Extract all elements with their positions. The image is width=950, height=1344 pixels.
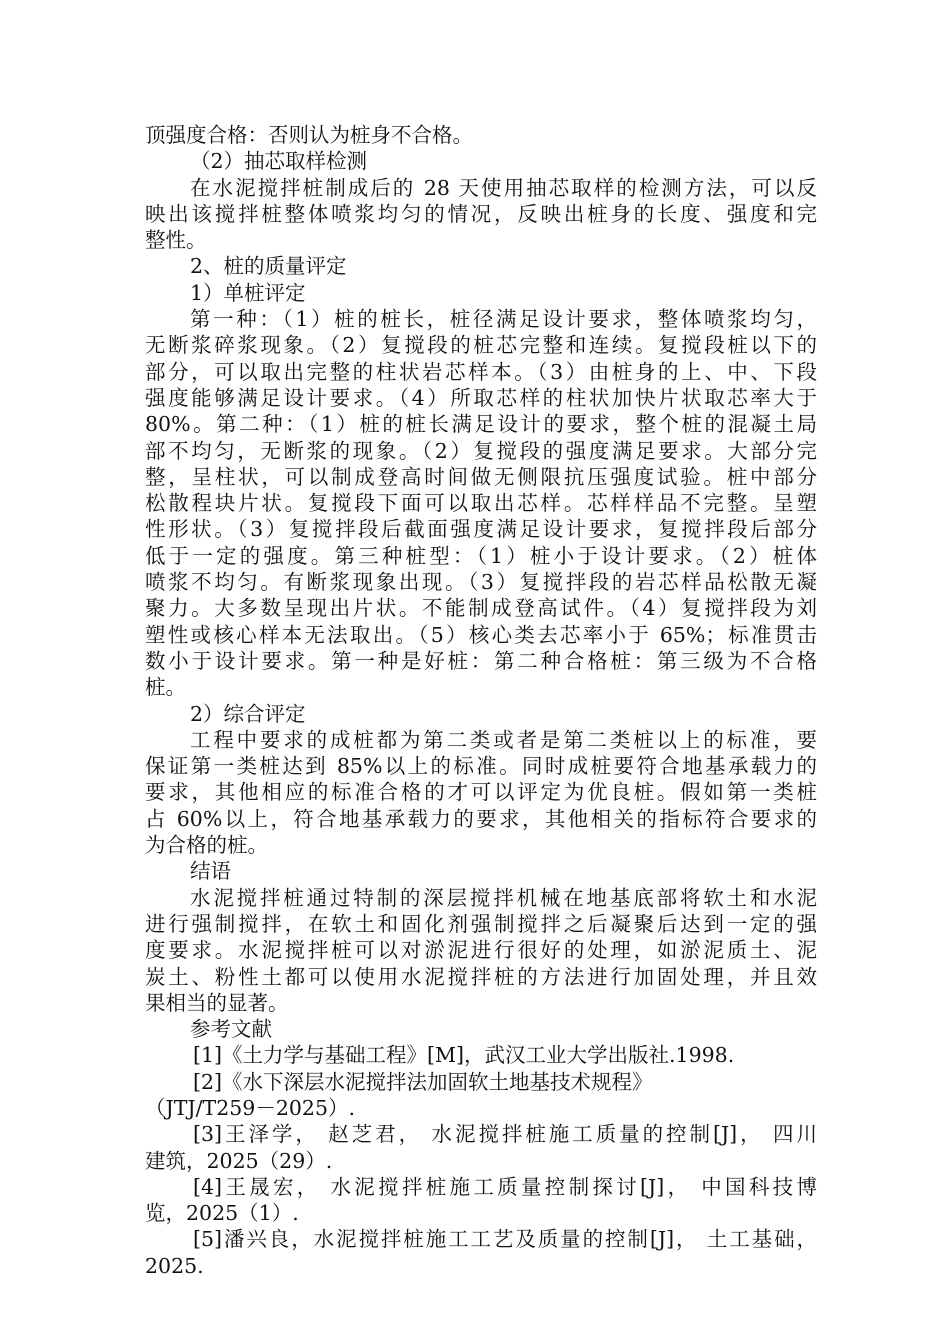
text-line: 2025. — [145, 1253, 204, 1278]
text-line: 80%。第二种：（1）桩的桩长满足设计的要求，整个桩的混凝土局 — [145, 412, 817, 437]
text-line: 果相当的显著。 — [145, 990, 289, 1015]
text-line: 览，2025（1）. — [145, 1201, 299, 1226]
text-line: 1）单桩评定 — [190, 280, 306, 305]
text-line: 2）综合评定 — [190, 701, 306, 726]
text-line: 建筑，2025（29）. — [145, 1148, 333, 1173]
text-line: 整性。 — [145, 228, 207, 253]
text-line: 为合格的桩。 — [145, 833, 268, 858]
text-line: 聚力。大多数呈现出片状。不能制成登高试件。（4）复搅拌段为刘 — [145, 596, 817, 621]
text-line: 结语 — [190, 859, 231, 884]
text-line: 第一种：（1）桩的桩长，桩径满足设计要求，整体喷浆均匀， — [190, 307, 817, 332]
text-line: 水泥搅拌桩通过特制的深层搅拌机械在地基底部将软土和水泥 — [190, 885, 817, 910]
text-line: 数小于设计要求。第一种是好桩：第二种合格桩：第三级为不合格 — [145, 648, 817, 673]
document-body — [145, 122, 817, 1279]
text-line: [3]王泽学， 赵芝君， 水泥搅拌桩施工质量的控制[J]， 四川 — [193, 1122, 817, 1147]
text-line: 无断浆碎浆现象。（2）复搅段的桩芯完整和连续。复搅段桩以下的 — [145, 333, 817, 358]
text-line: 工程中要求的成桩都为第二类或者是第二类桩以上的标准，要 — [190, 727, 817, 752]
text-line: 2、桩的质量评定 — [190, 254, 347, 279]
text-line: 强度能够满足设计要求。（4）所取芯样的柱状加快片状取芯率大于 — [145, 385, 817, 410]
text-line: （JTJ/T259－2025）. — [145, 1095, 356, 1120]
text-line: 低于一定的强度。第三种桩型：（1）桩小于设计要求。（2）桩体 — [145, 543, 817, 568]
text-line: 进行强制搅拌，在软土和固化剂强制搅拌之后凝聚后达到一定的强 — [145, 911, 817, 936]
text-line: （2）抽芯取样检测 — [190, 149, 368, 174]
text-line: 桩。 — [145, 675, 186, 700]
text-line: 在水泥搅拌桩制成后的 28 天使用抽芯取样的检测方法，可以反 — [190, 175, 817, 200]
text-line: [1]《土力学与基础工程》[M]，武汉工业大学出版社.1998. — [193, 1043, 735, 1068]
text-line: 部不均匀，无断浆的现象。（2）复搅段的强度满足要求。大部分完 — [145, 438, 817, 463]
text-line: 映出该搅拌桩整体喷浆均匀的情况，反映出桩身的长度、强度和完 — [145, 201, 817, 226]
text-line: [2]《水下深层水泥搅拌法加固软土地基技术规程》 — [193, 1069, 653, 1094]
text-line: 整，呈柱状，可以制成登高时间做无侧限抗压强度试验。桩中部分 — [145, 464, 817, 489]
text-line: [4]王晟宏， 水泥搅拌桩施工质量控制探讨[J]， 中国科技博 — [193, 1174, 817, 1199]
text-line: [5]潘兴良，水泥搅拌桩施工工艺及质量的控制[J]， 土工基础， — [193, 1227, 817, 1252]
text-line: 喷浆不均匀。有断浆现象出现。（3）复搅拌段的岩芯样品松散无凝 — [145, 570, 817, 595]
text-line: 顶强度合格：否则认为桩身不合格。 — [145, 123, 473, 147]
text-line: 性形状。（3）复搅拌段后截面强度满足设计要求，复搅拌段后部分 — [145, 517, 817, 542]
text-line: 保证第一类桩达到 85%以上的标准。同时成桩要符合地基承载力的 — [145, 754, 817, 779]
text-line: 部分，可以取出完整的柱状岩芯样本。（3）由桩身的上、中、下段 — [145, 359, 817, 384]
text-line: 松散程块片状。复搅段下面可以取出芯样。芯样样品不完整。呈塑 — [145, 491, 817, 516]
text-line: 度要求。水泥搅拌桩可以对淤泥进行很好的处理，如淤泥质土、泥 — [145, 938, 817, 963]
text-line: 塑性或核心样本无法取出。（5）核心类去芯率小于 65%；标准贯击 — [145, 622, 817, 647]
text-line: 参考文献 — [190, 1017, 272, 1042]
text-line: 炭土、粉性土都可以使用水泥搅拌桩的方法进行加固处理，并且效 — [145, 964, 817, 989]
text-line: 要求，其他相应的标准合格的才可以评定为优良桩。假如第一类桩 — [145, 780, 817, 805]
text-line: 占 60%以上，符合地基承载力的要求，其他相关的指标符合要求的 — [145, 806, 817, 831]
